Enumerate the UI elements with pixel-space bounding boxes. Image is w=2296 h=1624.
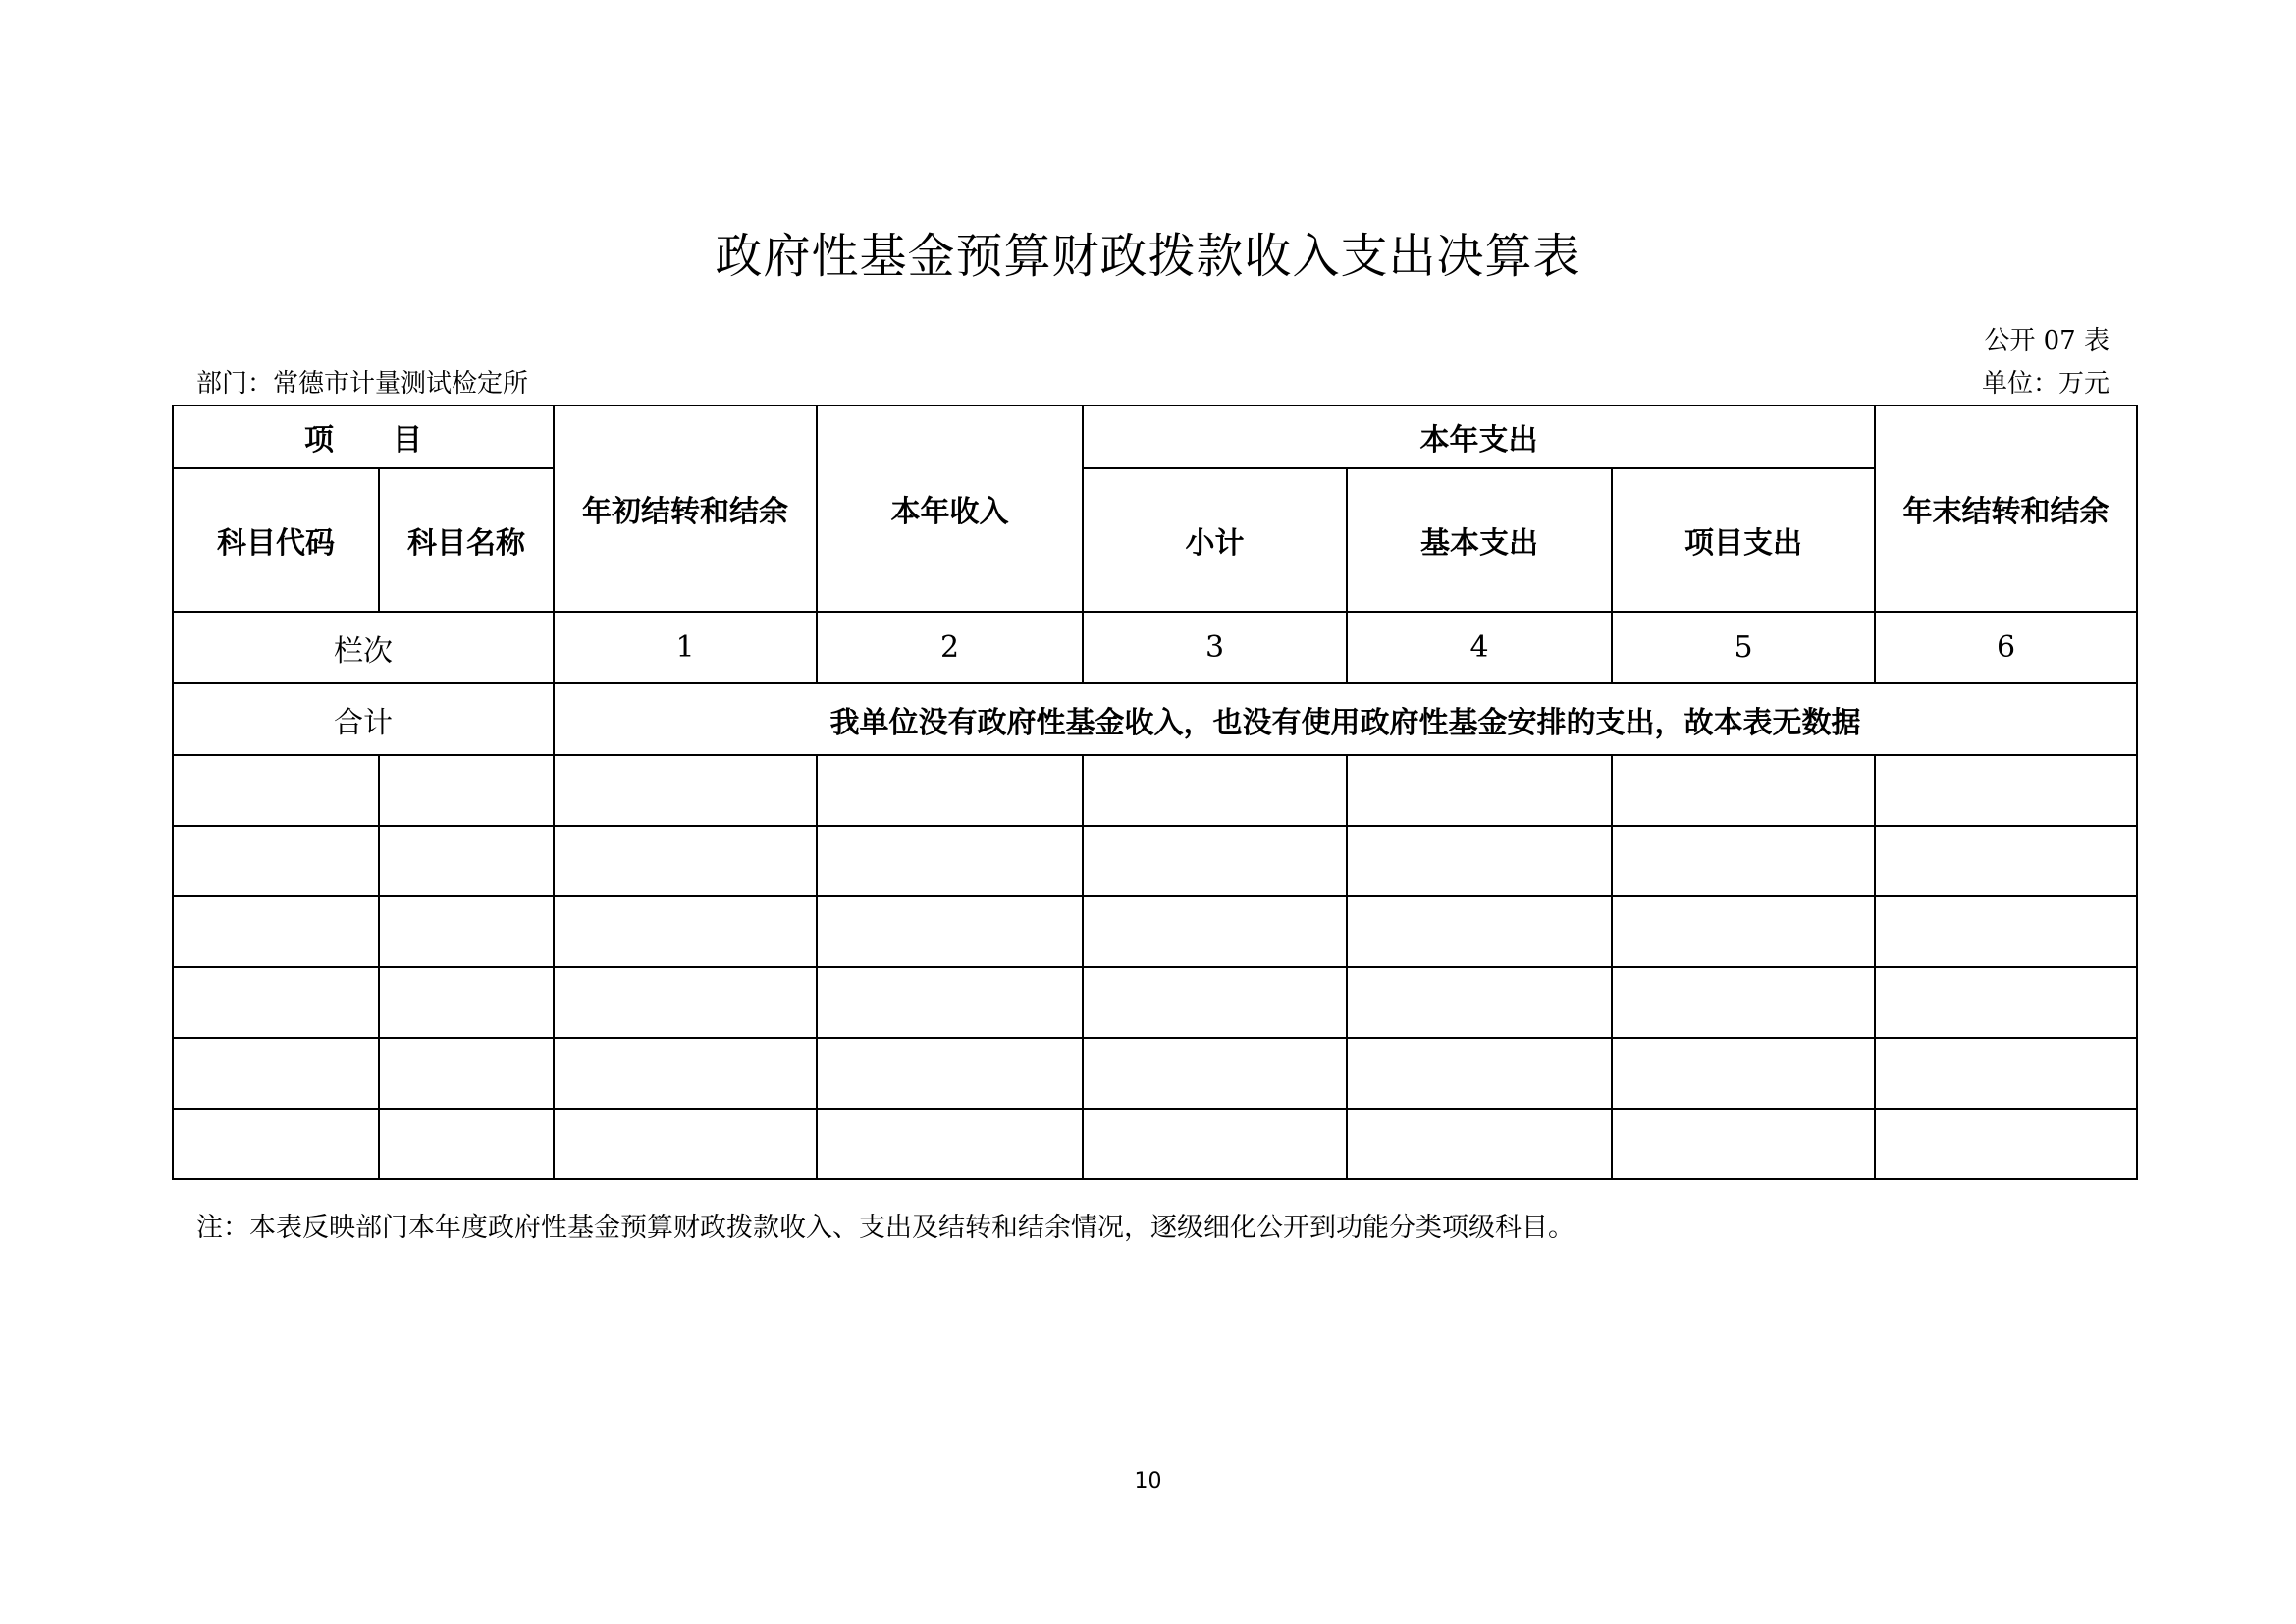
no-data-message: 我单位没有政府性基金收入，也没有使用政府性基金安排的支出，故本表无数据 — [554, 683, 2137, 755]
page-title: 政府性基金预算财政拨款收入支出决算表 — [715, 229, 1581, 284]
unit-label: 单位：万元 — [1981, 369, 2109, 399]
column-number-3: 3 — [1083, 612, 1347, 683]
footnote: 注：本表反映部门本年度政府性基金预算财政拨款收入、支出及结转和结余情况，逐级细化公开到功能分类项级科目。 — [196, 1213, 1575, 1243]
column-number-1: 1 — [554, 612, 817, 683]
table-row — [173, 896, 2137, 967]
column-number-4: 4 — [1347, 612, 1612, 683]
total-row-label: 合计 — [173, 683, 554, 755]
header-opening-balance: 年初结转和结余 — [554, 406, 817, 612]
header-subtotal: 小计 — [1083, 468, 1347, 612]
form-number: 公开 07 表 — [1984, 326, 2109, 355]
table-row — [173, 1038, 2137, 1109]
page-number: 10 — [1134, 1469, 1162, 1493]
column-row-label: 栏次 — [173, 612, 554, 683]
header-basic-expense: 基本支出 — [1347, 468, 1612, 612]
header-current-income: 本年收入 — [817, 406, 1083, 612]
header-project-expense: 项目支出 — [1612, 468, 1875, 612]
department-label: 部门：常德市计量测试检定所 — [196, 369, 529, 399]
table-row — [173, 1109, 2137, 1179]
column-number-6: 6 — [1875, 612, 2137, 683]
column-number-2: 2 — [817, 612, 1083, 683]
table-row — [173, 967, 2137, 1038]
header-subject-code: 科目代码 — [173, 468, 379, 612]
column-number-5: 5 — [1612, 612, 1875, 683]
table-row — [173, 826, 2137, 896]
header-item: 项 目 — [173, 406, 554, 468]
header-current-expense: 本年支出 — [1083, 406, 1875, 468]
header-subject-name: 科目名称 — [379, 468, 554, 612]
budget-table — [172, 405, 2138, 1180]
header-closing-balance: 年末结转和结余 — [1875, 406, 2137, 612]
table-row — [173, 755, 2137, 826]
